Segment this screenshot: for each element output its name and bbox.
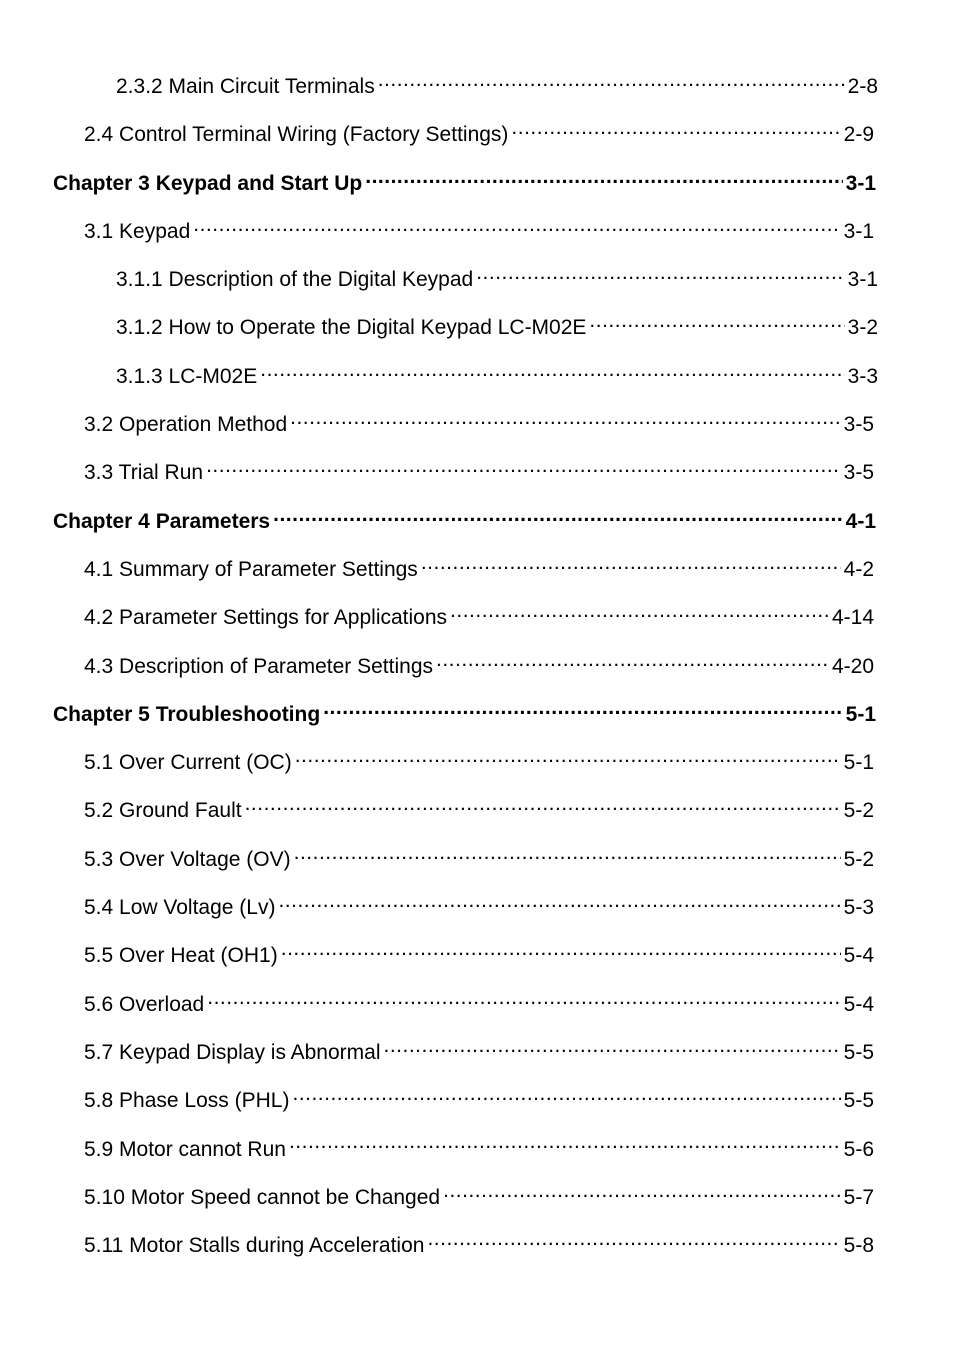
toc-entry-page: 3-1 — [847, 268, 878, 292]
toc-dot-leader — [292, 1086, 840, 1107]
toc-entry-title: 5.11 Motor Stalls during Acceleration — [84, 1234, 425, 1258]
toc-dot-leader — [245, 796, 841, 817]
toc-entry-page: 2-8 — [847, 75, 878, 98]
toc-entry[interactable] — [0, 1231, 954, 1279]
toc-entry[interactable] — [0, 555, 954, 603]
toc-entry-page: 4-2 — [843, 557, 874, 581]
toc-dot-leader — [207, 990, 840, 1011]
toc-entry-page: 2-9 — [843, 123, 874, 147]
toc-dot-leader — [450, 603, 829, 624]
toc-chapter-entry[interactable] — [0, 169, 954, 217]
toc-entry-title: 2.3.2 Main Circuit Terminals — [116, 75, 375, 98]
toc-entry-title: Chapter 5 Troubleshooting — [53, 702, 321, 726]
toc-entry-title: 5.9 Motor cannot Run — [84, 1137, 286, 1161]
toc-entry-page: 5-7 — [843, 1185, 874, 1209]
toc-entry-page: 3-1 — [845, 171, 876, 195]
toc-entry-page: 5-8 — [843, 1234, 874, 1258]
toc-entry-page: 3-2 — [847, 316, 878, 340]
toc-entry[interactable] — [0, 652, 954, 700]
toc-entry[interactable] — [0, 603, 954, 651]
toc-dot-leader — [278, 893, 840, 914]
toc-dot-leader — [476, 265, 844, 286]
toc-entry-title: Chapter 4 Parameters — [53, 509, 271, 533]
toc-dot-leader — [589, 313, 844, 334]
toc-entry[interactable] — [0, 941, 954, 989]
table-of-contents — [0, 72, 954, 1279]
toc-entry[interactable] — [0, 796, 954, 844]
toc-entry[interactable] — [0, 313, 954, 361]
toc-entry[interactable] — [0, 1183, 954, 1231]
toc-entry-title: 4.2 Parameter Settings for Applications — [84, 606, 448, 630]
toc-entry[interactable] — [0, 458, 954, 506]
toc-entry-page: 5-1 — [845, 702, 876, 726]
toc-entry-title: 5.3 Over Voltage (OV) — [84, 847, 291, 871]
toc-entry-page: 5-2 — [843, 847, 874, 871]
toc-entry[interactable] — [0, 990, 954, 1038]
toc-entry-title: 3.3 Trial Run — [84, 461, 204, 485]
toc-entry[interactable] — [0, 1135, 954, 1183]
toc-entry-title: 3.1 Keypad — [84, 219, 191, 243]
toc-entry-page: 5-5 — [843, 1040, 874, 1064]
toc-entry-page: 4-20 — [831, 654, 874, 678]
toc-entry[interactable] — [0, 1086, 954, 1134]
toc-entry-page: 5-1 — [843, 751, 874, 775]
toc-entry-page: 4-1 — [845, 509, 876, 533]
toc-entry-page: 5-3 — [843, 896, 874, 920]
toc-entry-title: 5.10 Motor Speed cannot be Changed — [84, 1185, 441, 1209]
toc-dot-leader — [294, 845, 841, 866]
toc-entry-title: 3.2 Operation Method — [84, 413, 288, 437]
toc-entry[interactable] — [0, 265, 954, 313]
toc-dot-leader — [206, 458, 841, 479]
toc-entry[interactable] — [0, 1038, 954, 1086]
toc-entry[interactable] — [0, 410, 954, 458]
toc-entry-page: 5-2 — [843, 799, 874, 823]
toc-dot-leader — [323, 700, 842, 721]
toc-entry[interactable] — [0, 748, 954, 796]
toc-dot-leader — [260, 362, 844, 383]
toc-entry-page: 3-3 — [847, 364, 878, 388]
toc-entry-title: 3.1.2 How to Operate the Digital Keypad LC-M02E — [116, 316, 587, 340]
toc-dot-leader — [378, 72, 845, 93]
toc-entry[interactable] — [0, 845, 954, 893]
toc-entry-title: 4.1 Summary of Parameter Settings — [84, 557, 418, 581]
toc-entry-title: 5.8 Phase Loss (PHL) — [84, 1089, 290, 1113]
toc-dot-leader — [384, 1038, 841, 1059]
toc-entry-page: 3-1 — [843, 219, 874, 243]
toc-dot-leader — [273, 507, 843, 528]
toc-entry-title: 3.1.1 Description of the Digital Keypad — [116, 268, 474, 292]
toc-dot-leader — [289, 1135, 841, 1156]
toc-dot-leader — [436, 652, 829, 673]
toc-dot-leader — [511, 120, 840, 141]
toc-entry-title: 5.1 Over Current (OC) — [84, 751, 292, 775]
toc-entry-title: 5.2 Ground Fault — [84, 799, 242, 823]
toc-entry[interactable] — [0, 362, 954, 410]
toc-entry-title: 3.1.3 LC-M02E — [116, 364, 258, 388]
toc-dot-leader — [281, 941, 841, 962]
toc-entry-title: 5.6 Overload — [84, 992, 205, 1016]
toc-dot-leader — [421, 555, 841, 576]
toc-dot-leader — [295, 748, 841, 769]
toc-entry[interactable] — [0, 72, 954, 120]
toc-entry[interactable] — [0, 893, 954, 941]
toc-dot-leader — [443, 1183, 841, 1204]
toc-entry-title: Chapter 3 Keypad and Start Up — [53, 171, 363, 195]
toc-entry-title: 5.7 Keypad Display is Abnormal — [84, 1040, 381, 1064]
toc-dot-leader — [365, 169, 842, 190]
toc-entry[interactable] — [0, 120, 954, 168]
toc-entry-page: 4-14 — [831, 606, 874, 630]
toc-entry-page: 5-4 — [843, 992, 874, 1016]
toc-entry[interactable] — [0, 217, 954, 265]
toc-entry-title: 2.4 Control Terminal Wiring (Factory Settings) — [84, 123, 509, 147]
toc-dot-leader — [290, 410, 841, 431]
toc-dot-leader — [427, 1231, 840, 1252]
toc-entry-title: 5.5 Over Heat (OH1) — [84, 944, 278, 968]
toc-entry-page: 5-6 — [843, 1137, 874, 1161]
toc-entry-title: 4.3 Description of Parameter Settings — [84, 654, 434, 678]
toc-chapter-entry[interactable] — [0, 700, 954, 748]
toc-dot-leader — [193, 217, 840, 238]
toc-chapter-entry[interactable] — [0, 507, 954, 555]
toc-entry-page: 3-5 — [843, 461, 874, 485]
toc-entry-page: 5-4 — [843, 944, 874, 968]
toc-entry-page: 3-5 — [843, 413, 874, 437]
toc-entry-page: 5-5 — [843, 1089, 874, 1113]
toc-entry-title: 5.4 Low Voltage (Lv) — [84, 896, 276, 920]
